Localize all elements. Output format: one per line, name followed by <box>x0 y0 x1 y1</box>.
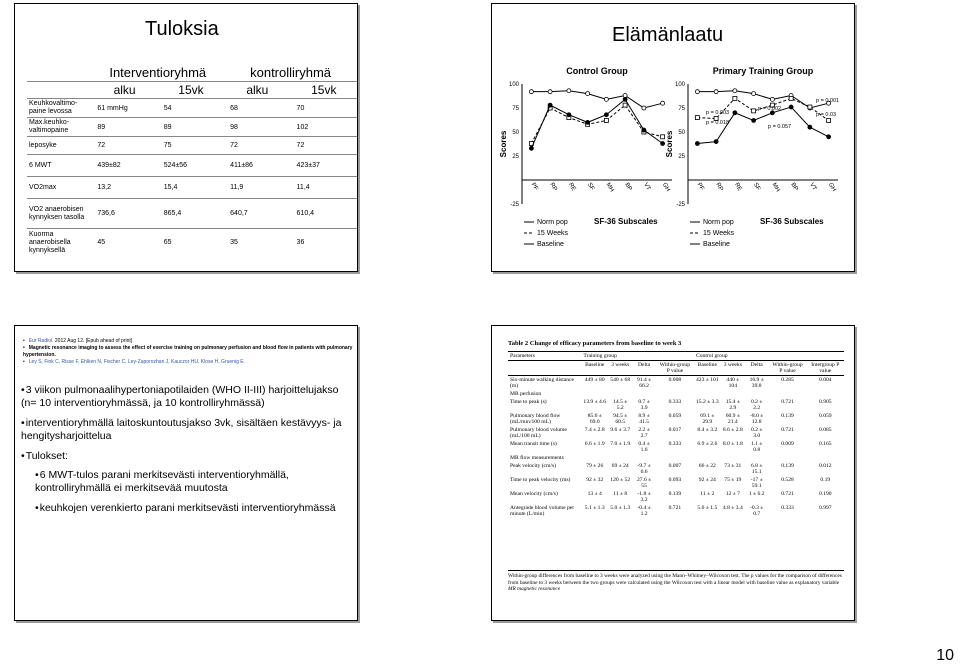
cell-value: 0.009 <box>781 441 794 447</box>
table-row <box>508 426 844 440</box>
data-point <box>733 96 737 100</box>
data-point <box>548 90 552 94</box>
data-point <box>604 97 608 101</box>
chart-title: Primary Training Group <box>712 66 814 76</box>
slide-elamanlaatu <box>491 3 855 272</box>
table-row <box>27 99 357 118</box>
cell-value: 0.017 <box>668 427 682 433</box>
cell-value: 0.007 <box>668 463 682 469</box>
table-row <box>508 398 844 412</box>
row-label: Pulmonary blood flow (mL/min/100 mL) <box>510 413 561 425</box>
reference-list <box>23 338 353 366</box>
cell-value: 15.4 ± 2.9 <box>725 399 740 411</box>
x-tick-label: SF <box>751 182 761 192</box>
cell-value: 36 <box>291 229 357 257</box>
p-value-annotation: p = 0.018 <box>706 120 730 126</box>
cell-value: 27.6 ± 55 <box>636 477 652 489</box>
cell-value: 68 <box>224 99 290 118</box>
data-point <box>586 120 590 124</box>
row-label: leposyke <box>27 137 91 155</box>
legend-label: Norm pop <box>703 219 734 226</box>
p-value-annotation: p = 0.03 <box>816 112 837 118</box>
cell-value: -1.8 ± 3.2 <box>637 491 651 503</box>
cell-value: 540 ± 68 <box>608 376 632 391</box>
cell-value <box>581 390 608 398</box>
bullet-item: • Tulokset: • 6 MWT-tulos parani merkitsevästi interventioryhmällä, kontrolliryhmällä ei merkitsevää muutosta • keuhkojen verenkierto parani merkitsevästi interventioryhmässä <box>21 450 355 515</box>
x-tick-label: PF <box>695 182 705 192</box>
cell-value: 11 ± 8 <box>613 491 628 497</box>
cell-value: 8.0 ± 1.8 <box>722 441 743 447</box>
cell-value: 0.093 <box>668 477 682 483</box>
cell-value: 0.19 <box>820 477 831 483</box>
cell-value: 440 ± 104 <box>721 376 745 391</box>
cell-value: 8.6 ± 2.8 <box>722 427 743 433</box>
cell-value: 69.1 ± 29.9 <box>700 413 715 425</box>
legend-label: Norm pop <box>537 219 568 226</box>
reference-item: • Magnetic resonance imaging to assess the effect of exercise training on pulmonary perfusion and blood flow in patients with pulmonary hypertension. <box>23 345 353 359</box>
cell-value: 449 ± 80 <box>581 376 608 391</box>
cell-value: 0.528 <box>781 477 794 483</box>
col-header: alku <box>224 82 290 99</box>
cell-value <box>608 454 632 462</box>
cell-value <box>745 390 768 398</box>
cell-value: 75 <box>158 137 224 155</box>
y-tick-label: 25 <box>678 154 685 160</box>
cell-value: -17 ± 59.1 <box>750 477 763 489</box>
data-point <box>695 142 699 146</box>
cell-value: 6.8 ± 15.1 <box>750 463 763 475</box>
y-tick-label: 75 <box>678 106 685 112</box>
cell-value: 423 ± 101 <box>694 376 721 391</box>
row-label: VO2max <box>27 177 91 199</box>
sub-bullet-item: • 6 MWT-tulos parani merkitsevästi interventioryhmällä, kontrolliryhmällä ei merkitsevää muutosta <box>35 469 355 495</box>
data-point <box>714 140 718 144</box>
row-label: MR perfusion <box>510 391 542 397</box>
x-tick-label: BP <box>789 182 799 192</box>
y-tick-label: 100 <box>674 82 685 88</box>
row-label: VO2 anaerobisen kynnyksen tasolla <box>27 199 91 229</box>
y-tick-label: -25 <box>676 202 685 208</box>
cell-value: 15,4 <box>158 177 224 199</box>
legend-label: Baseline <box>703 241 730 248</box>
legend-label: 15 Weeks <box>703 230 734 237</box>
x-tick-label: GH <box>826 182 837 193</box>
cell-value: 0.004 <box>807 376 844 391</box>
cell-value: 13,2 <box>91 177 157 199</box>
cell-value <box>745 454 768 462</box>
series-line <box>531 105 662 143</box>
cell-value: 1.1 ± 0.8 <box>750 441 763 453</box>
axis-label-x: SF-36 Subscales <box>760 217 824 226</box>
efficacy-table <box>508 351 844 518</box>
cell-value: 0.190 <box>819 491 832 497</box>
cell-value: 11,4 <box>291 177 357 199</box>
row-label: 6 MWT <box>27 155 91 177</box>
cell-value: 0.059 <box>668 413 682 419</box>
x-tick-label: GH <box>660 182 671 193</box>
cell-value: 45 <box>91 229 157 257</box>
table-row <box>508 412 844 426</box>
data-point <box>623 97 627 101</box>
data-point <box>789 96 793 100</box>
cell-value: 70 <box>291 99 357 118</box>
p-value-annotation: p = 0.057 <box>768 124 792 130</box>
data-point <box>642 106 646 110</box>
cell-value: 0.333 <box>668 441 682 447</box>
cell-value: 92 ± 32 <box>586 477 604 483</box>
row-label: Pulmonary blood volume (mL/100 mL) <box>510 427 567 439</box>
cell-value <box>656 454 694 462</box>
table-row <box>508 440 844 454</box>
cell-value: 102 <box>291 118 357 137</box>
cell-value <box>768 454 806 462</box>
cell-value: 35 <box>224 229 290 257</box>
col-header: Baseline <box>694 361 721 376</box>
data-point <box>808 105 812 109</box>
cell-value: 0.008 <box>656 376 694 391</box>
cell-value: 66 ± 22 <box>698 463 716 469</box>
table-row <box>508 454 844 462</box>
data-point <box>567 89 571 93</box>
table-row <box>27 199 357 229</box>
bullet-item: • 3 viikon pulmonaalihypertoniapotilaiden (WHO II-III) harjoittelujakso (n= 10 interventioryhmässä, ja 10 kontrolliryhmässä) <box>21 384 355 410</box>
cell-value: 0.721 <box>781 399 794 405</box>
p-value-annotation: p = 0.001 <box>816 98 840 104</box>
row-label: MR flow measurements <box>510 455 564 461</box>
reference-item <box>23 359 353 366</box>
reference-item: • Eur Radiol. 2012 Aug 12. [Epub ahead of print] <box>23 338 353 345</box>
cell-value: 89 <box>158 118 224 137</box>
cell-value: -8.0 ± 12.8 <box>750 413 764 425</box>
cell-value: 89 <box>91 118 157 137</box>
data-point <box>642 128 646 132</box>
reference-link[interactable]: Eur Radiol. <box>28 338 54 344</box>
cell-value <box>694 390 721 398</box>
table-row <box>27 229 357 257</box>
cell-value: 0.139 <box>781 463 794 469</box>
cell-value: 524±56 <box>158 155 224 177</box>
x-tick-label: RP <box>714 182 724 193</box>
cell-value: 0.2 ± 2.2 <box>750 399 763 411</box>
bullet-item: • interventioryhmällä laitoskuntoutusjakso 3vk, sisältäen kestävyys- ja hengitysharjoittelua <box>21 417 355 443</box>
cell-value <box>768 390 806 398</box>
x-tick-label: VT <box>642 182 652 192</box>
cell-value <box>721 454 745 462</box>
cell-value: 0.7 ± 3.9 <box>638 399 650 411</box>
slide-efficacy-table <box>491 325 855 621</box>
cell-value: 16.9 ± 39.8 <box>745 376 768 391</box>
cell-value: 0.285 <box>768 376 806 391</box>
row-label: Peak velocity (cm/s) <box>510 463 556 469</box>
cell-value: 4.8 ± 3.4 <box>722 505 743 511</box>
x-tick-label: MH <box>604 182 615 194</box>
col-header: 15vk <box>291 82 357 99</box>
cell-value: 14.5 ± 5.2 <box>613 399 628 411</box>
col-header: Training group <box>581 352 694 361</box>
cell-value: 54 <box>158 99 224 118</box>
cell-value <box>656 390 694 398</box>
x-tick-label: RE <box>567 182 577 193</box>
cell-value: -0.3 ± 0.7 <box>750 505 764 517</box>
cell-value: 13 ± 4 <box>587 491 602 497</box>
data-point <box>567 113 571 117</box>
data-point <box>604 118 608 122</box>
cell-value: 72 <box>291 137 357 155</box>
table-row <box>508 376 844 391</box>
row-label: Mean velocity (cm/s) <box>510 491 558 497</box>
row-label: Mean transit time (s) <box>510 441 557 447</box>
cell-value: 73 ± 31 <box>724 463 742 469</box>
cell-value: 411±86 <box>224 155 290 177</box>
data-point <box>752 109 756 113</box>
cell-value: 640,7 <box>224 199 290 229</box>
col-header: Intergroup P value <box>807 361 844 376</box>
data-point <box>733 111 737 115</box>
cell-value: 120 ± 52 <box>610 477 631 483</box>
data-point <box>808 125 812 129</box>
cell-value: 439±82 <box>91 155 157 177</box>
cell-value: 98 <box>224 118 290 137</box>
cell-value: 13.9 ± 4.6 <box>583 399 607 405</box>
data-point <box>623 94 627 98</box>
cell-value <box>608 390 632 398</box>
cell-value: 8.9 ± 41.5 <box>638 413 650 425</box>
cell-value: 0.139 <box>668 491 682 497</box>
table-row <box>27 177 357 199</box>
data-point <box>827 118 831 122</box>
cell-value: 5.0 ± 1.5 <box>697 505 718 511</box>
cell-value <box>694 454 721 462</box>
data-point <box>623 103 627 107</box>
x-tick-label: VT <box>808 182 818 192</box>
table-row <box>508 476 844 490</box>
legend-label: Baseline <box>537 241 564 248</box>
cell-value: 65 <box>158 229 224 257</box>
col-header: Within-group P value <box>656 361 694 376</box>
cell-value: -9.7 ± 6.6 <box>637 463 651 475</box>
y-tick-label: 100 <box>508 82 519 88</box>
cell-value: 0.4 ± 1.6 <box>638 441 650 453</box>
row-label: Max.keuhko-valtimopaine <box>27 118 91 137</box>
sub-bullets <box>21 469 355 515</box>
group-header: kontrolliryhmä <box>250 65 332 80</box>
cell-value: 0.012 <box>819 463 832 469</box>
x-tick-label: PF <box>529 182 539 192</box>
slide-title: Tuloksia <box>145 18 219 40</box>
data-point <box>661 101 665 105</box>
data-point <box>695 116 699 120</box>
table-row <box>27 137 357 155</box>
col-header: Parameters <box>508 352 581 361</box>
cell-value: 0.905 <box>819 399 832 405</box>
cell-value: 0.333 <box>668 399 682 405</box>
cell-value <box>807 390 844 398</box>
y-tick-label: 50 <box>512 130 519 136</box>
x-tick-label: SF <box>585 182 595 192</box>
cell-value: 0.085 <box>819 427 832 433</box>
col-header <box>508 361 581 376</box>
data-point <box>586 92 590 96</box>
chart-title: Control Group <box>566 66 628 76</box>
cell-value: 11,9 <box>224 177 290 199</box>
table-footnote: Within-group differences from baseline to 3 weeks were analyzed using the Mann–Whitney–Wilcoxon test. The p values for the comparison of differences from baseline to 3 weeks between the two groups were calculated using the Wilcoxon test with a linear model with baseline value as explanatory variable MR magnetic resonance <box>508 570 844 593</box>
cell-value <box>807 454 844 462</box>
cell-value: 79 ± 26 <box>586 463 604 469</box>
table-row <box>27 155 357 177</box>
group-header: Interventioryhmä <box>109 65 207 80</box>
cell-value: 7.0 ± 1.9 <box>610 441 631 447</box>
cell-value: 72 <box>224 137 290 155</box>
col-header: alku <box>91 82 157 99</box>
col-header: Delta <box>745 361 768 376</box>
data-point <box>752 92 756 96</box>
cell-value: 15.2 ± 3.3 <box>696 399 719 405</box>
data-point <box>529 146 533 150</box>
col-header: Delta <box>632 361 655 376</box>
cell-value: 94.5 ± 60.5 <box>613 413 628 425</box>
data-point <box>548 103 552 107</box>
legend-label: 15 Weeks <box>537 230 568 237</box>
y-tick-label: -25 <box>510 202 519 208</box>
row-label: Kuorma anaerobisella kynnyksellä <box>27 229 91 257</box>
cell-value: 0.2 ± 3.0 <box>750 427 763 439</box>
data-point <box>827 135 831 139</box>
axis-label-y: Scores <box>499 130 508 158</box>
cell-value: 91.4 ± 66.2 <box>632 376 655 391</box>
slide-tuloksia <box>14 3 358 272</box>
results-table <box>27 64 357 257</box>
cell-value: 0.139 <box>781 413 794 419</box>
data-point <box>752 118 756 122</box>
row-label: Keuhkovaltimo-paine levossa <box>27 99 91 118</box>
cell-value: 5.1 ± 1.3 <box>584 505 605 511</box>
cell-value: 60.9 ± 21.4 <box>725 413 740 425</box>
cell-value: 8.4 ± 3.2 <box>697 427 718 433</box>
axis-label-x: SF-36 Subscales <box>594 217 658 226</box>
row-label: Time to peak (s) <box>510 399 547 405</box>
page-number: 10 <box>936 647 954 664</box>
reference-authors-link[interactable]: Ley S, Fink C, Risse F, Ehlken N, Fischer C, Ley-Zaporozhan J, Kauczor HU, Klose H, Gruenig E. <box>28 359 245 365</box>
cell-value: 0.059 <box>819 413 832 419</box>
data-point <box>714 90 718 94</box>
cell-value: 69 ± 24 <box>611 463 629 469</box>
cell-value <box>632 454 655 462</box>
cell-value <box>721 390 745 398</box>
row-label: Time to peak velocity (ms) <box>510 477 571 483</box>
data-point <box>604 113 608 117</box>
data-point <box>695 90 699 94</box>
cell-value: 75 ± 19 <box>724 477 742 483</box>
cell-value: 61 mmHg <box>91 99 157 118</box>
cell-value: 85.6 ± 69.0 <box>587 413 602 425</box>
cell-value: -0.4 ± 1.2 <box>637 505 651 517</box>
p-value-annotation: p = 0.002 <box>758 106 782 112</box>
cell-value: 11 ± 2 <box>700 491 715 497</box>
y-tick-label: 50 <box>678 130 685 136</box>
cell-value: 865,4 <box>158 199 224 229</box>
table-row <box>508 390 844 398</box>
cell-value <box>632 390 655 398</box>
col-header: 3 weeks <box>608 361 632 376</box>
col-header: 3 weeks <box>721 361 745 376</box>
col-header: Within-group P value <box>768 361 806 376</box>
table-row <box>508 462 844 476</box>
cell-value <box>581 454 608 462</box>
cell-value: 736,6 <box>91 199 157 229</box>
cell-value: 0.165 <box>819 441 832 447</box>
cell-value: 6.6 ± 1.9 <box>584 441 605 447</box>
cell-value: 7.4 ± 2.8 <box>584 427 605 433</box>
data-point <box>733 89 737 93</box>
axis-label-y: Scores <box>665 130 674 158</box>
cell-value: 12 ± 7 <box>725 491 740 497</box>
col-header: 15vk <box>158 82 224 99</box>
table-row <box>27 118 357 137</box>
col-header: Baseline <box>581 361 608 376</box>
cell-value: 0.721 <box>668 505 682 511</box>
p-value-annotation: p = 0.003 <box>706 110 730 116</box>
row-label: Antegrade blood volume per minute (L/min) <box>510 505 575 517</box>
row-label: Six-minute walking distance (m) <box>508 376 581 391</box>
cell-value: 92 ± 24 <box>698 477 716 483</box>
data-point <box>529 90 533 94</box>
x-tick-label: BP <box>623 182 633 192</box>
summary-bullets <box>21 384 355 522</box>
cell-value: 0.333 <box>781 505 794 511</box>
table-row <box>508 504 844 518</box>
x-tick-label: RP <box>548 182 558 193</box>
data-point <box>770 97 774 101</box>
cell-value: 0.721 <box>781 427 794 433</box>
cell-value: 0.997 <box>819 505 832 511</box>
cell-value: 0.721 <box>781 491 794 497</box>
cell-value: 5.0 ± 1.3 <box>610 505 631 511</box>
x-tick-label: MH <box>770 182 781 194</box>
table-row <box>508 490 844 504</box>
slide-title: Elämänlaatu <box>612 24 724 46</box>
x-tick-label: RE <box>733 182 743 193</box>
col-header: Control group <box>694 352 807 361</box>
y-tick-label: 75 <box>512 106 519 112</box>
quality-of-life-charts <box>498 62 850 262</box>
table-caption: Table 2 Change of efficacy parameters from baseline to week 3 <box>508 340 682 347</box>
cell-value: 423±37 <box>291 155 357 177</box>
cell-value: 72 <box>91 137 157 155</box>
cell-value: 1 ± 6.2 <box>748 491 765 497</box>
sub-bullet-item: • keuhkojen verenkierto parani merkitsevästi interventioryhmässä <box>35 502 355 515</box>
cell-value: 610,4 <box>291 199 357 229</box>
cell-value: 2.2 ± 2.7 <box>638 427 650 439</box>
data-point <box>789 105 793 109</box>
cell-value: 9.6 ± 3.7 <box>610 427 631 433</box>
cell-value: 6.9 ± 2.6 <box>697 441 718 447</box>
y-tick-label: 25 <box>512 154 519 160</box>
slide-study-summary <box>14 325 358 621</box>
